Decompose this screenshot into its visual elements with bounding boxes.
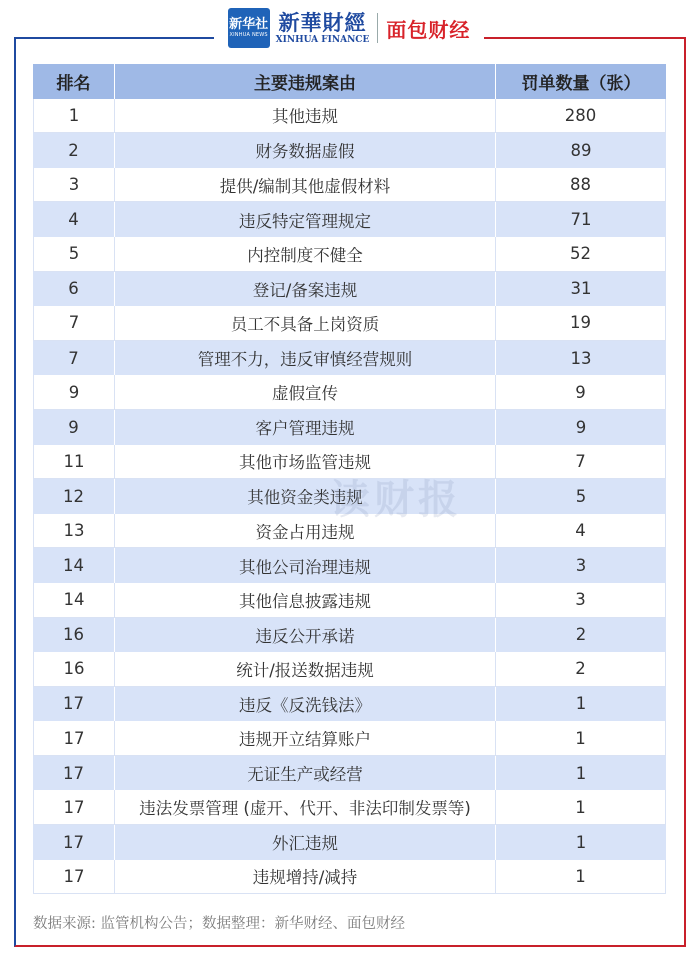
reason-cell: 违反特定管理规定	[115, 202, 496, 237]
reason-cell: 违规开立结算账户	[115, 721, 496, 756]
header-reason: 主要违规案由	[115, 64, 496, 99]
header-count: 罚单数量（张）	[496, 64, 666, 99]
table-row	[33, 618, 666, 653]
table-row	[33, 99, 666, 134]
reason-cell: 其他信息披露违规	[115, 583, 496, 618]
count-cell: 1	[496, 687, 666, 722]
rank-cell: 14	[33, 583, 115, 618]
reason-cell: 违反《反洗钱法》	[115, 687, 496, 722]
table-row	[33, 168, 666, 203]
count-cell: 13	[496, 341, 666, 376]
reason-cell: 虚假宣传	[115, 375, 496, 410]
table-row	[33, 825, 666, 860]
table-row	[33, 202, 666, 237]
xinhua-logo-cn: 新华社	[229, 17, 269, 32]
reason-cell: 外汇违规	[115, 825, 496, 860]
brand-en: XINHUA FINANCE	[275, 34, 370, 45]
reason-cell: 资金占用违规	[115, 514, 496, 549]
count-cell: 1	[496, 825, 666, 860]
reason-cell: 提供/编制其他虚假材料	[115, 168, 496, 203]
count-cell: 88	[496, 168, 666, 203]
rank-cell: 12	[33, 479, 115, 514]
count-cell: 280	[496, 99, 666, 134]
rank-cell: 11	[33, 445, 115, 480]
table-row	[33, 272, 666, 307]
count-cell: 31	[496, 272, 666, 307]
rank-cell: 13	[33, 514, 115, 549]
reason-cell: 管理不力，违反审慎经营规则	[115, 341, 496, 376]
table-header-row	[33, 64, 666, 99]
count-cell: 9	[496, 410, 666, 445]
xinhua-logo	[228, 8, 270, 48]
header-rank: 排名	[33, 64, 115, 99]
rank-cell: 16	[33, 652, 115, 687]
reason-cell: 其他市场监管违规	[115, 445, 496, 480]
table-row	[33, 410, 666, 445]
count-cell: 89	[496, 133, 666, 168]
table-row	[33, 652, 666, 687]
count-cell: 52	[496, 237, 666, 272]
reason-cell: 其他公司治理违规	[115, 548, 496, 583]
count-cell: 2	[496, 652, 666, 687]
rank-cell: 7	[33, 306, 115, 341]
count-cell: 1	[496, 756, 666, 791]
reason-cell: 员工不具备上岗资质	[115, 306, 496, 341]
table-row	[33, 687, 666, 722]
xinhua-finance-brand	[276, 11, 370, 46]
rank-cell: 2	[33, 133, 115, 168]
count-cell: 1	[496, 860, 666, 895]
reason-cell: 无证生产或经营	[115, 756, 496, 791]
count-cell: 19	[496, 306, 666, 341]
count-cell: 71	[496, 202, 666, 237]
count-cell: 3	[496, 583, 666, 618]
table-row	[33, 445, 666, 480]
reason-cell: 其他违规	[115, 99, 496, 134]
rank-cell: 17	[33, 687, 115, 722]
count-cell: 3	[496, 548, 666, 583]
reason-cell: 客户管理违规	[115, 410, 496, 445]
table-row	[33, 860, 666, 895]
rank-cell: 16	[33, 618, 115, 653]
xinhua-logo-en: XINHUA NEWS	[229, 32, 268, 38]
brand-cn: 新華財經	[278, 9, 367, 35]
rank-cell: 9	[33, 375, 115, 410]
count-cell: 9	[496, 375, 666, 410]
table-row	[33, 306, 666, 341]
reason-cell: 财务数据虚假	[115, 133, 496, 168]
table-row	[33, 548, 666, 583]
rank-cell: 1	[33, 99, 115, 134]
count-cell: 2	[496, 618, 666, 653]
rank-cell: 17	[33, 721, 115, 756]
reason-cell: 违法发票管理 (虚开、代开、非法印制发票等)	[115, 790, 496, 825]
count-cell: 5	[496, 479, 666, 514]
top-rule-blue	[14, 37, 214, 39]
reason-cell: 内控制度不健全	[115, 237, 496, 272]
rank-cell: 17	[33, 860, 115, 895]
table-row	[33, 721, 666, 756]
table-row	[33, 790, 666, 825]
reason-cell: 登记/备案违规	[115, 272, 496, 307]
table-row	[33, 756, 666, 791]
table-row	[33, 583, 666, 618]
rank-cell: 6	[33, 272, 115, 307]
count-cell: 7	[496, 445, 666, 480]
reason-cell: 统计/报送数据违规	[115, 652, 496, 687]
logo-divider	[377, 13, 378, 43]
rank-cell: 3	[33, 168, 115, 203]
count-cell: 1	[496, 790, 666, 825]
rank-cell: 5	[33, 237, 115, 272]
table-row	[33, 133, 666, 168]
table-row	[33, 375, 666, 410]
count-cell: 4	[496, 514, 666, 549]
rank-cell: 17	[33, 790, 115, 825]
table-row	[33, 237, 666, 272]
rank-cell: 9	[33, 410, 115, 445]
ranking-table	[33, 64, 666, 894]
rank-cell: 17	[33, 825, 115, 860]
rank-cell: 7	[33, 341, 115, 376]
mianbao-brand: 面包财经	[386, 17, 471, 42]
count-cell: 1	[496, 721, 666, 756]
reason-cell: 其他资金类违规	[115, 479, 496, 514]
rank-cell: 17	[33, 756, 115, 791]
header-logos	[214, 6, 484, 50]
top-rule-red	[484, 37, 686, 39]
table-row	[33, 341, 666, 376]
rank-cell: 4	[33, 202, 115, 237]
reason-cell: 违规增持/减持	[115, 860, 496, 895]
rank-cell: 14	[33, 548, 115, 583]
table-row	[33, 514, 666, 549]
source-note: 数据来源: 监管机构公告；数据整理：新华财经、面包财经	[33, 916, 405, 932]
reason-cell: 违反公开承诺	[115, 618, 496, 653]
table-row	[33, 479, 666, 514]
